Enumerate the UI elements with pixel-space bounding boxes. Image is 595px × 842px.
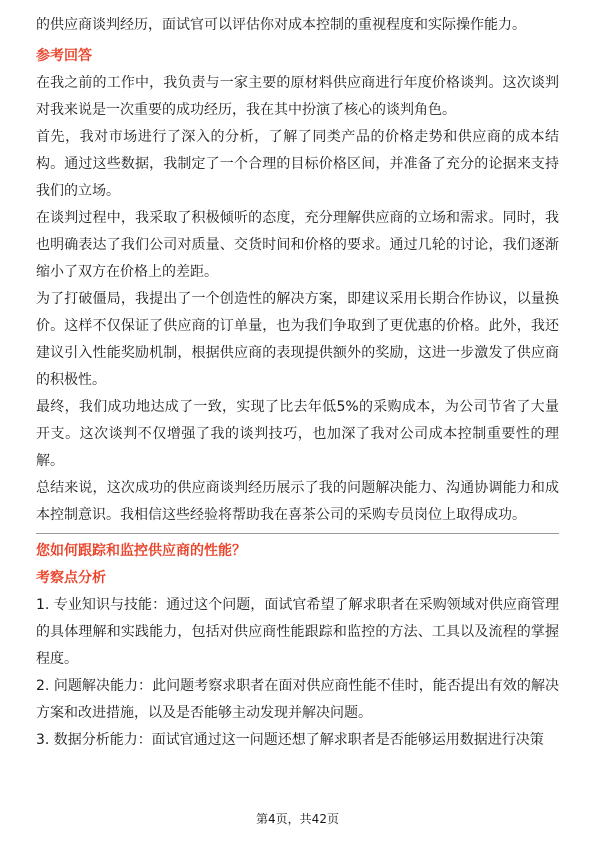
reference-answer-heading: 参考回答 [36, 48, 92, 64]
document-page [36, 12, 559, 754]
analysis-item: 3. 数据分析能力：面试官通过这一问题还想了解求职者是否能够运用数据进行决策 [36, 732, 544, 748]
reference-paragraph: 最终，我们成功地达成了一致，实现了比去年低5%的采购成本，为公司节省了大量开支。这次谈判不仅增强了我的谈判技巧，也加深了我对公司成本控制重要性的理解。 [36, 399, 559, 469]
reference-paragraph: 为了打破僵局，我提出了一个创造性的解决方案，即建议采用长期合作协议，以量换价。这样不仅保证了供应商的订单量，也为我们争取到了更优惠的价格。此外，我还建议引入性能奖励机制，根据供应商的表现提供额外的奖励，这进一步激发了供应商的积极性。 [36, 291, 559, 388]
analysis-heading: 考察点分析 [36, 570, 106, 586]
section-divider [36, 533, 559, 534]
reference-paragraph: 总结来说，这次成功的供应商谈判经历展示了我的问题解决能力、沟通协调能力和成本控制意识。我相信这些经验将帮助我在喜茶公司的采购专员岗位上取得成功。 [36, 480, 559, 523]
analysis-item: 1. 专业知识与技能：通过这个问题，面试官希望了解求职者在采购领域对供应商管理的具体理解和实践能力，包括对供应商性能跟踪和监控的方法、工具以及流程的掌握程度。 [36, 597, 559, 667]
analysis-item: 2. 问题解决能力：此问题考察求职者在面对供应商性能不佳时，能否提出有效的解决方案和改进措施，以及是否能够主动发现并解决问题。 [36, 678, 559, 721]
question-title: 您如何跟踪和监控供应商的性能？ [36, 543, 246, 559]
reference-paragraph: 在我之前的工作中，我负责与一家主要的原材料供应商进行年度价格谈判。这次谈判对我来说是一次重要的成功经历，我在其中扮演了核心的谈判角色。 [36, 75, 559, 118]
page-number-footer: 第4页，共42页 [256, 812, 339, 826]
reference-paragraph: 首先，我对市场进行了深入的分析，了解了同类产品的价格走势和供应商的成本结构。通过这些数据，我制定了一个合理的目标价格区间，并准备了充分的论据来支持我们的立场。 [36, 129, 559, 199]
intro-tail-text: 的供应商谈判经历，面试官可以评估你对成本控制的重视程度和实际操作能力。 [36, 17, 526, 33]
reference-paragraph: 在谈判过程中，我采取了积极倾听的态度，充分理解供应商的立场和需求。同时，我也明确表达了我们公司对质量、交货时间和价格的要求。通过几轮的讨论，我们逐渐缩小了双方在价格上的差距。 [36, 210, 559, 280]
